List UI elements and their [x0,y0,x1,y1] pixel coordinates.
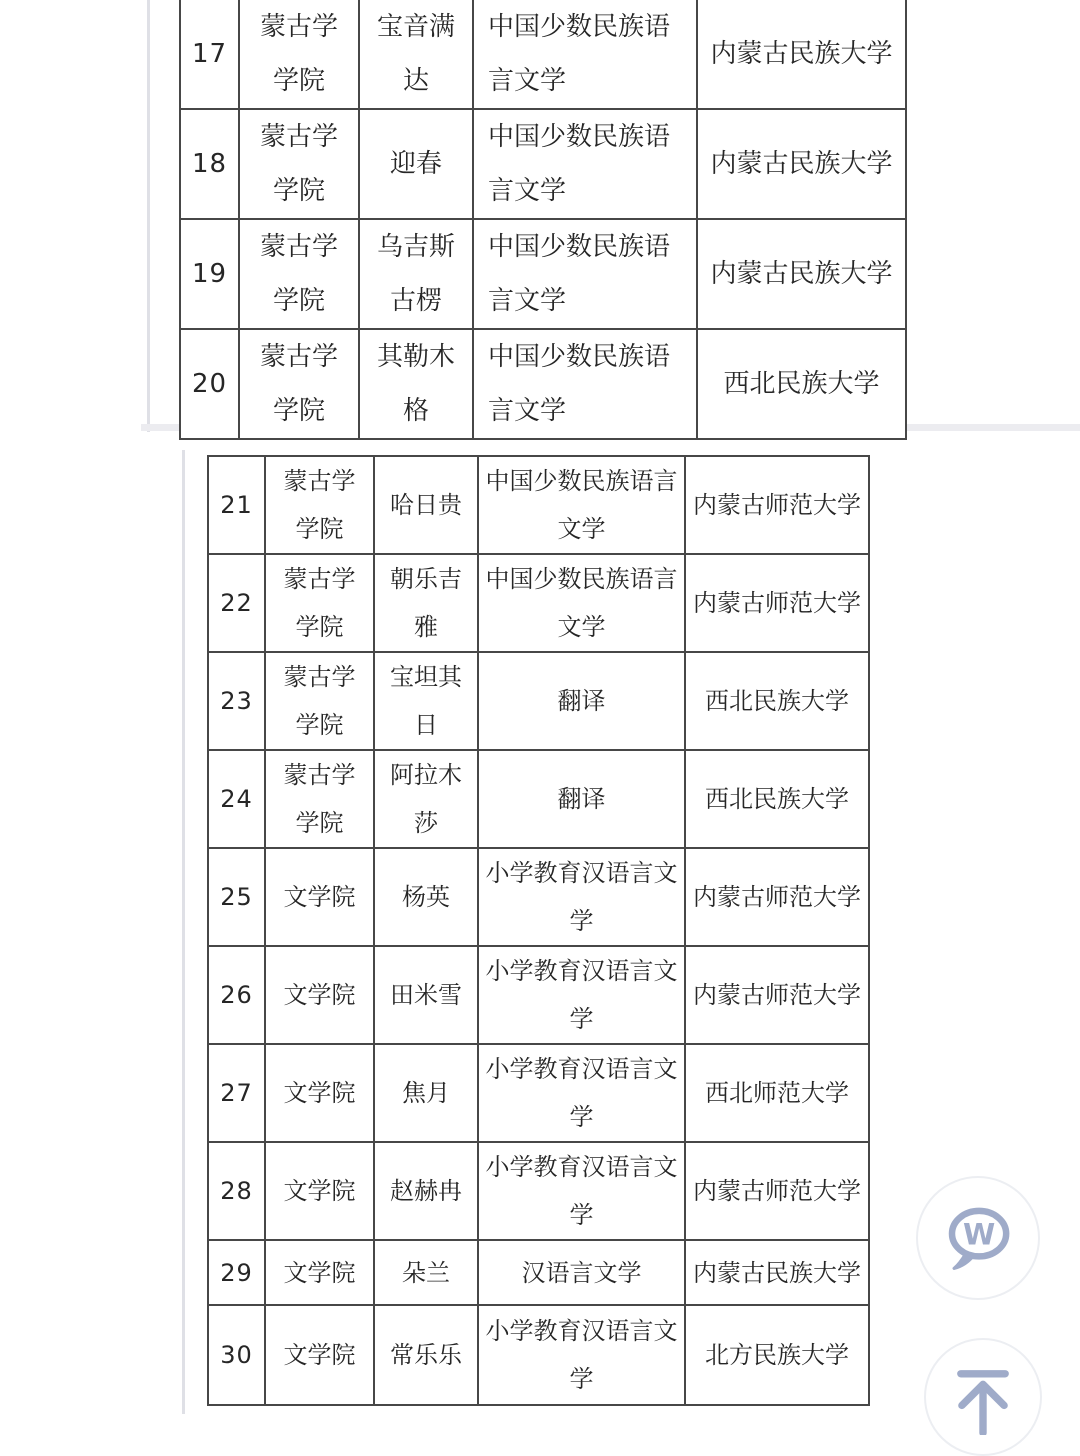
table-row [208,848,869,946]
table-row [208,750,869,848]
cell-name: 迎春 [359,109,473,219]
cell-major: 翻译 [478,652,685,750]
cell-major: 中国少数民族语言文学 [478,554,685,652]
cell-name: 常乐乐 [374,1305,478,1405]
cell-college: 蒙古学学院 [265,652,374,750]
cell-no: 29 [208,1240,265,1305]
cell-no: 30 [208,1305,265,1405]
cell-name: 焦月 [374,1044,478,1142]
cell-college: 蒙古学学院 [239,109,359,219]
cell-no: 17 [180,0,239,109]
cell-name: 乌吉斯古楞 [359,219,473,329]
cell-university: 内蒙古民族大学 [697,0,906,109]
cell-major: 翻译 [478,750,685,848]
cell-university: 西北师范大学 [685,1044,869,1142]
cell-name: 杨英 [374,848,478,946]
cell-college: 蒙古学学院 [265,554,374,652]
cell-no: 21 [208,456,265,554]
cell-university: 内蒙古师范大学 [685,554,869,652]
cell-college: 文学院 [265,1044,374,1142]
page-edge-line [147,0,150,432]
cell-university: 西北民族大学 [685,652,869,750]
cell-college: 文学院 [265,946,374,1044]
cell-no: 23 [208,652,265,750]
cell-no: 19 [180,219,239,329]
cell-name: 阿拉木莎 [374,750,478,848]
cell-name: 田米雪 [374,946,478,1044]
cell-major: 中国少数民族语言文学 [478,456,685,554]
cell-name: 赵赫冉 [374,1142,478,1240]
table-row [208,554,869,652]
table-row [208,1240,869,1305]
table-row [208,456,869,554]
cell-university: 内蒙古民族大学 [697,109,906,219]
cell-college: 文学院 [265,1142,374,1240]
cell-no: 25 [208,848,265,946]
cell-college: 蒙古学学院 [239,329,359,439]
cell-college: 蒙古学学院 [265,456,374,554]
cell-name: 宝音满达 [359,0,473,109]
cell-university: 内蒙古民族大学 [685,1240,869,1305]
cell-name: 朵兰 [374,1240,478,1305]
back-to-top-icon [945,1359,1021,1435]
table-row [208,1305,869,1405]
student-table-page-1 [179,0,907,440]
cell-major: 中国少数民族语言文学 [473,219,697,329]
cell-university: 内蒙古民族大学 [697,219,906,329]
cell-name: 朝乐吉雅 [374,554,478,652]
cell-major: 小学教育汉语言文学 [478,848,685,946]
cell-university: 内蒙古师范大学 [685,456,869,554]
cell-no: 18 [180,109,239,219]
cell-no: 27 [208,1044,265,1142]
wechat-comment-bubble-icon [939,1199,1017,1277]
cell-major: 小学教育汉语言文学 [478,1142,685,1240]
cell-college: 蒙古学学院 [239,0,359,109]
table-row [180,109,906,219]
cell-university: 内蒙古师范大学 [685,946,869,1044]
cell-university: 北方民族大学 [685,1305,869,1405]
cell-major: 小学教育汉语言文学 [478,946,685,1044]
table-row [208,1044,869,1142]
table-row [208,652,869,750]
comment-bubble-button[interactable] [916,1176,1040,1300]
cell-no: 28 [208,1142,265,1240]
table-row [180,219,906,329]
cell-college: 蒙古学学院 [239,219,359,329]
cell-no: 24 [208,750,265,848]
cell-no: 20 [180,329,239,439]
cell-college: 蒙古学学院 [265,750,374,848]
cell-no: 22 [208,554,265,652]
cell-university: 内蒙古师范大学 [685,1142,869,1240]
back-to-top-button[interactable] [924,1338,1042,1456]
table-row [208,946,869,1044]
cell-major: 中国少数民族语言文学 [473,329,697,439]
cell-name: 宝坦其日 [374,652,478,750]
student-table-page-2 [207,455,870,1406]
cell-college: 文学院 [265,1305,374,1405]
table-row [208,1142,869,1240]
cell-university: 西北民族大学 [685,750,869,848]
cell-college: 文学院 [265,848,374,946]
cell-university: 内蒙古师范大学 [685,848,869,946]
table-row [180,329,906,439]
cell-major: 中国少数民族语言文学 [473,0,697,109]
cell-name: 其勒木格 [359,329,473,439]
page-edge-line [182,450,185,1414]
cell-no: 26 [208,946,265,1044]
table-row [180,0,906,109]
cell-major: 汉语言文学 [478,1240,685,1305]
svg-text:W: W [962,1217,996,1252]
cell-major: 中国少数民族语言文学 [473,109,697,219]
cell-university: 西北民族大学 [697,329,906,439]
cell-major: 小学教育汉语言文学 [478,1044,685,1142]
cell-name: 哈日贵 [374,456,478,554]
cell-college: 文学院 [265,1240,374,1305]
cell-major: 小学教育汉语言文学 [478,1305,685,1405]
